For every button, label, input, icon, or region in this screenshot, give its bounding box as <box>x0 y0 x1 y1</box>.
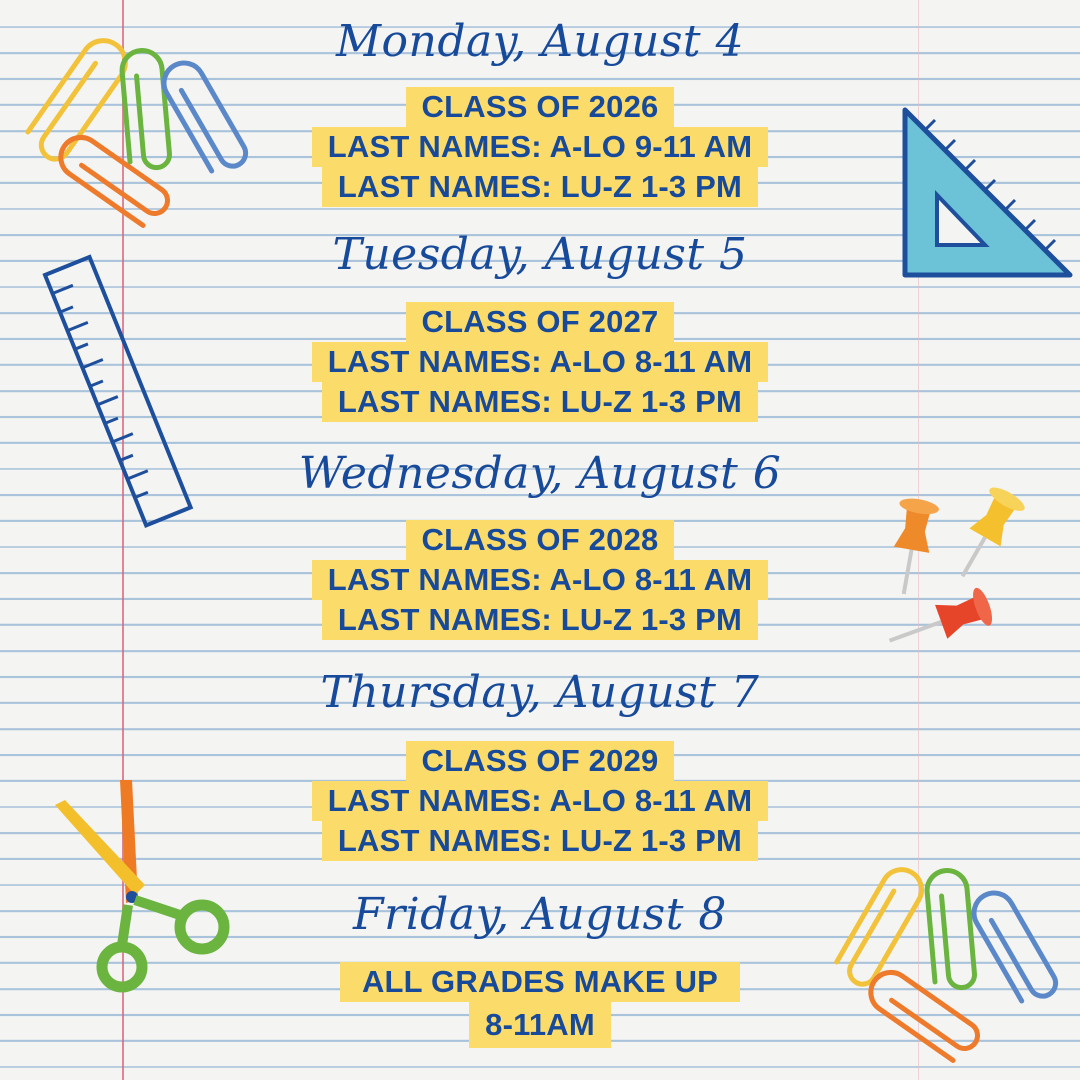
day-heading-thursday: Thursday, August 7 <box>320 667 760 718</box>
class-year-label: CLASS OF 2027 <box>406 302 675 342</box>
time-slot-a-lo: LAST NAMES: A-LO 9-11 AM <box>312 127 768 167</box>
class-year-label: CLASS OF 2028 <box>406 520 675 560</box>
paperclip-icon <box>835 865 1065 1065</box>
time-slot-lu-z: LAST NAMES: LU-Z 1-3 PM <box>322 167 758 207</box>
time-slot-lu-z: LAST NAMES: LU-Z 1-3 PM <box>322 600 758 640</box>
push-pin-icon <box>875 475 1055 650</box>
day-heading-tuesday: Tuesday, August 5 <box>332 229 748 280</box>
ruler-icon <box>25 250 205 550</box>
day-heading-wednesday: Wednesday, August 6 <box>298 448 782 499</box>
time-slot-a-lo: LAST NAMES: A-LO 8-11 AM <box>312 342 768 382</box>
scissors-icon <box>50 775 240 995</box>
makeup-label: ALL GRADES MAKE UP <box>340 962 740 1002</box>
paperclip-icon <box>20 30 250 230</box>
makeup-time: 8-11AM <box>469 1002 611 1048</box>
day-heading-monday: Monday, August 4 <box>335 16 745 67</box>
class-year-label: CLASS OF 2029 <box>406 741 675 781</box>
triangle-ruler-icon <box>895 105 1080 285</box>
time-slot-lu-z: LAST NAMES: LU-Z 1-3 PM <box>322 821 758 861</box>
time-slot-a-lo: LAST NAMES: A-LO 8-11 AM <box>312 781 768 821</box>
time-slot-a-lo: LAST NAMES: A-LO 8-11 AM <box>312 560 768 600</box>
time-slot-lu-z: LAST NAMES: LU-Z 1-3 PM <box>322 382 758 422</box>
day-heading-friday: Friday, August 8 <box>353 889 727 940</box>
class-year-label: CLASS OF 2026 <box>406 87 675 127</box>
